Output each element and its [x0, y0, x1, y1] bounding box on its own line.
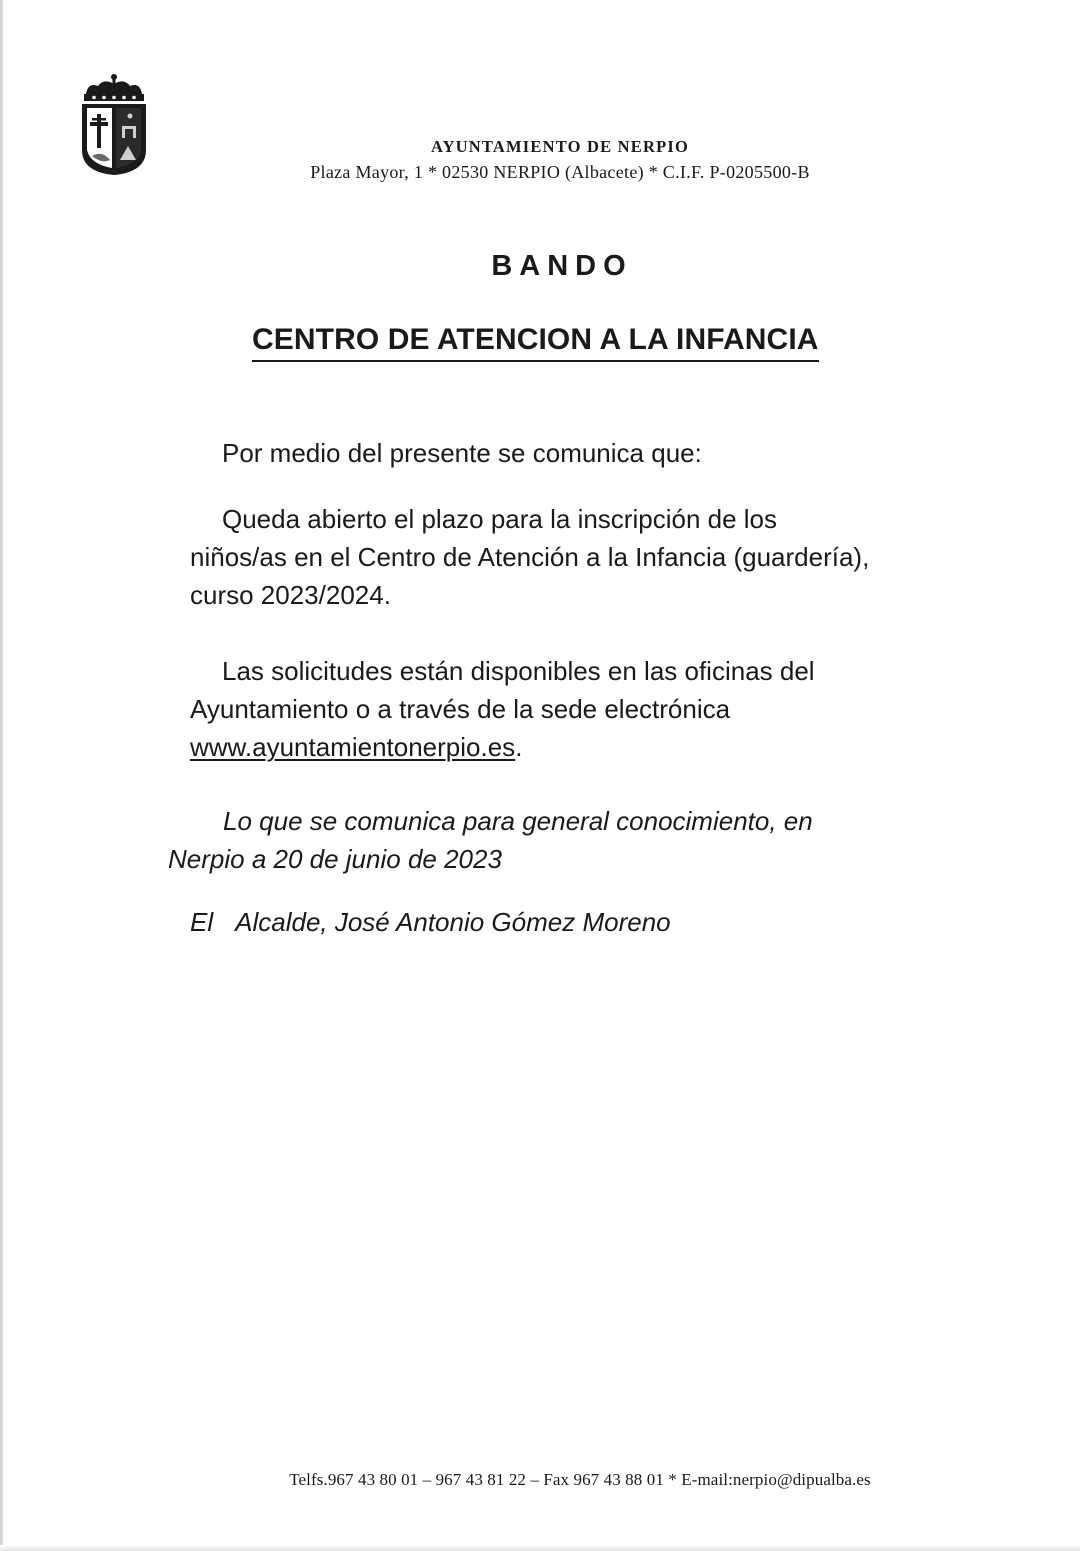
closing-statement [168, 802, 813, 878]
paragraph-line: curso 2023/2024. [190, 580, 391, 610]
paragraph-line [190, 728, 815, 766]
page-edge [0, 0, 3, 1551]
paragraph-line: niños/as en el Centro de Atención a la Infancia (guardería), [190, 542, 870, 572]
website-link[interactable]: www.ayuntamientonerpio.es [190, 732, 516, 762]
signature-prefix: El [190, 907, 214, 937]
paragraph-line: Ayuntamiento o a través de la sede electrónica [190, 694, 731, 724]
footer-contact: Telfs.967 43 80 01 – 967 43 81 22 – Fax 967 43 88 01 * E-mail:nerpio@dipualba.es [289, 1470, 871, 1489]
link-suffix: . [515, 732, 523, 762]
signature-line [190, 903, 671, 941]
intro-line: Por medio del presente se comunica que: [222, 438, 702, 468]
paragraph-line: Las solicitudes están disponibles en las oficinas del [222, 656, 815, 686]
institution-address: Plaza Mayor, 1 * 02530 NERPIO (Albacete) * C.I.F. P-0205500-B [310, 162, 810, 182]
page-edge-bottom [0, 1545, 1080, 1551]
coat-of-arms-icon [78, 72, 150, 176]
letterhead [200, 136, 920, 184]
signature-name: Alcalde, José Antonio Gómez Moreno [235, 907, 671, 937]
paragraph-line: Queda abierto el plazo para la inscripción de los [222, 504, 778, 534]
paragraph-enrollment [190, 500, 869, 614]
intro-text [222, 434, 702, 472]
institution-name: AYUNTAMIENTO DE NERPIO [430, 137, 690, 156]
closing-line: Nerpio a 20 de junio de 2023 [168, 844, 502, 874]
paragraph-applications [190, 652, 815, 766]
document-type: BANDO [491, 250, 633, 282]
closing-line: Lo que se comunica para general conocimiento, en [223, 806, 813, 836]
document-subject: CENTRO DE ATENCION A LA INFANCIA [252, 320, 819, 362]
